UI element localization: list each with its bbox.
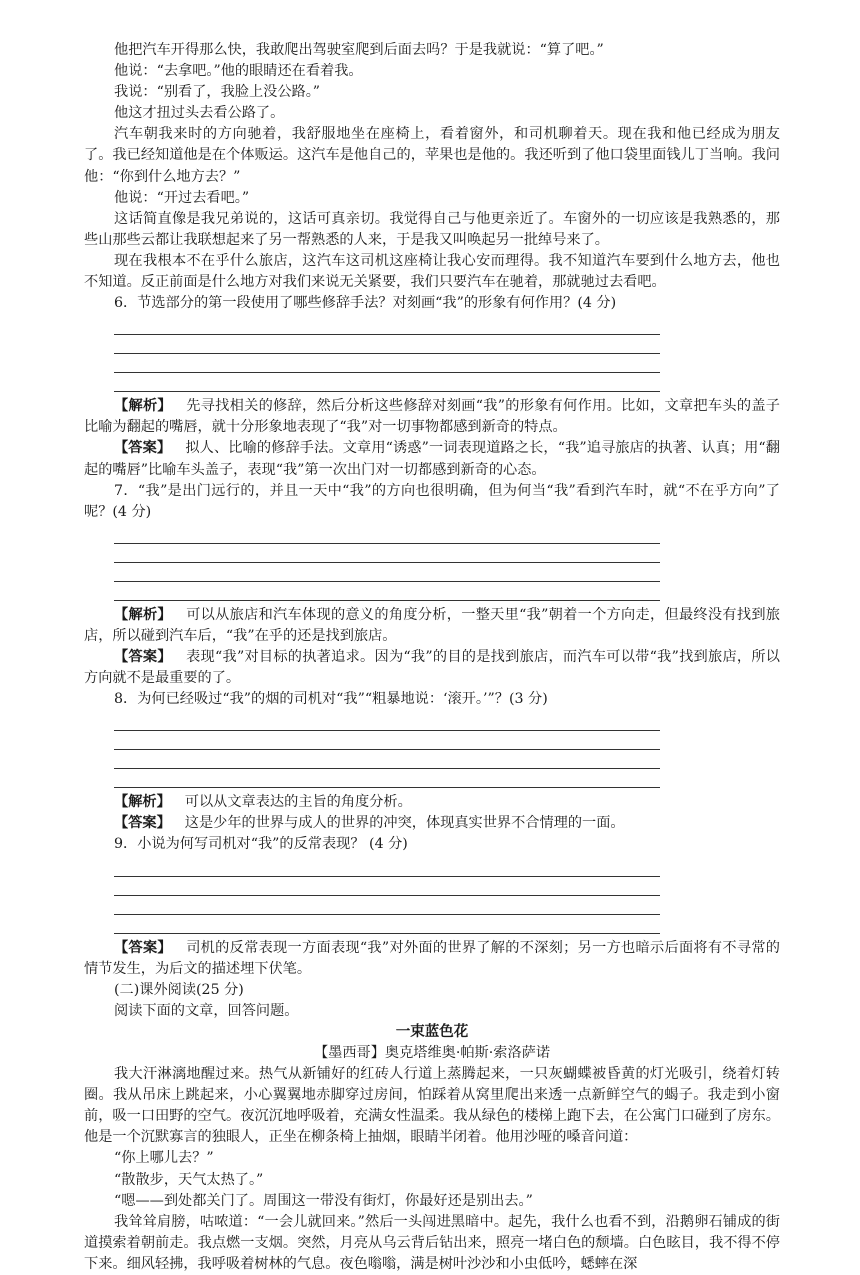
passage1-paragraph: 他这才扭过头去看公路了。 [114,105,285,122]
article-author: 【墨西哥】奥克塔维奥·帕斯·索洛萨诺 [313,1045,551,1061]
passage2-paragraph: 我大汗淋漓地醒过来。热气从新铺好的红砖人行道上蒸腾起来，一只灰蝴蝶被昏黄的灯光吸引，绕着灯转圈。我从吊床上跳起来，小心翼翼地赤脚穿过房间，怕踩着从窝里爬出来透一点新鲜空气的蝎子。我走到小窗前，吸一口田野的空气。夜沉沉地呼吸着，充满女性温柔。我从绿色的楼梯上跑下去，在公寓门口碰到了房东。他是一个沉默寡言的独眼人，正坐在柳条椅上抽烟，眼睛半闭着。他用沙哑的嗓音问道： [84,1066,780,1146]
answer-line [114,525,660,544]
passage1-paragraph: 他把汽车开得那么快，我敢爬出驾驶室爬到后面去吗？于是我就说：“算了吧。” [114,42,604,58]
answer-block [84,813,780,834]
answer-line [114,582,660,601]
answer-line [114,877,660,896]
question-7: 7．“我”是出门远行的，并且一天中“我”的方向也很明确，但为何当“我”看到汽车时，就“不在乎方向”了呢？(4 分) [84,482,780,520]
passage1-paragraph: 他说：“去拿吧。”他的眼睛还在看着我。 [114,63,363,80]
question-9: 9．小说为何写司机对“我”的反常表现？ (4 分) [114,836,408,853]
answer-line [114,769,660,788]
answer-lines [84,525,780,601]
answer-lines [84,858,780,934]
analysis-block [84,792,780,813]
answer-label: 【答案】 [114,815,171,832]
answer-lines [84,316,780,392]
analysis-block [84,605,780,647]
answer-block [84,938,780,980]
answer-text: 这是少年的世界与成人的世界的冲突，体现真实世界不合情理的一面。 [184,815,625,832]
answer-line [114,563,660,582]
answer-label: 【答案】 [114,939,172,956]
answer-line [114,373,660,392]
answer-line [114,354,660,373]
analysis-text: 先寻找相关的修辞，然后分析这些修辞对刻画“我”的形象有何作用。比如，文章把车头的盖子比喻为翻起的嘴唇，就十分形象地表现了“我”对一切事物都感到新奇的特点。 [84,398,780,436]
analysis-label: 【解析】 [114,794,171,811]
article-title: 一束蓝色花 [395,1023,469,1040]
passage1-paragraph: 汽车朝我来时的方向驰着，我舒服地坐在座椅上，看着窗外，和司机聊着天。现在我和他已经成为朋友了。我已经知道他是在个体贩运。这汽车是他自己的，苹果也是他的。我还听到了他口袋里面钱儿丁当响。我问他：“你到什么地方去？” [84,126,780,185]
passage2-paragraph: “嗯——到处都关门了。周围这一带没有街灯，你最好还是别出去。” [114,1192,533,1209]
section-heading: (二)课外阅读(25 分) [114,981,244,998]
passage1-paragraph: 现在我根本不在乎什么旅店，这汽车这司机这座椅让我心安而理得。我不知道汽车要到什么地方去，他也不知道。反正前面是什么地方对我们来说无关紧要，我们只要汽车在驰着，那就驰过去看吧。 [84,252,780,291]
question-6: 6．节选部分的第一段使用了哪些修辞手法？对刻画“我”的形象有何作用？(4 分) [114,295,617,312]
passage2-paragraph: 我耸耸肩膀，咕哝道：“一会儿就回来。”然后一头闯进黑暗中。起先，我什么也看不到，沿鹅卵石铺成的街道摸索着朝前走。我点燃一支烟。突然，月亮从乌云背后钻出来，照亮一堵白色的颓墙。白色眩目，我不得不停下来。细风轻拂，我呼吸着树林的气息。夜色嗡嗡，满是树叶沙沙和小虫低吟，蟋蟀在深 [84,1213,780,1272]
analysis-label: 【解析】 [114,606,172,623]
answer-text: 拟人、比喻的修辞手法。文章用“诱惑”一词表现道路之长，“我”追寻旅店的执著、认真；用“翻起的嘴唇”比喻车头盖子，表现“我”第一次出门对一切都感到新奇的心态。 [84,440,780,478]
answer-line [114,335,660,354]
answer-text: 司机的反常表现一方面表现“我”对外面的世界了解的不深刻；另一方也暗示后面将有不寻常的情节发生，为后文的描述埋下伏笔。 [84,939,780,977]
answer-line [114,915,660,934]
passage1-paragraph: 我说：“别看了，我脸上没公路。” [114,84,321,101]
answer-line [114,858,660,877]
answer-line [114,750,660,769]
passage1-paragraph: 这话简直像是我兄弟说的，这话可真亲切。我觉得自己与他更亲近了。车窗外的一切应该是我熟悉的，那些山那些云都让我联想起来了另一帮熟悉的人来，于是我又叫唤起另一批绰号来了。 [84,210,780,248]
answer-lines [84,712,780,788]
answer-label: 【答案】 [114,440,172,457]
question-8: 8．为何已经吸过“我”的烟的司机对“我”“粗暴地说：‘滚开。’”？(3 分) [114,691,548,708]
passage2-paragraph: “你上哪儿去？” [114,1150,214,1167]
answer-text: 表现“我”对目标的执著追求。因为“我”的目的是找到旅店，而汽车可以带“我”找到旅店，所以方向就不是最重要的了。 [84,648,780,687]
answer-block [84,438,780,480]
analysis-text: 可以从文章表达的主旨的角度分析。 [184,794,412,811]
analysis-label: 【解析】 [114,398,172,415]
answer-line [114,731,660,750]
answer-line [114,316,660,335]
passage1-paragraph: 他说：“开过去看吧。” [114,189,250,206]
passage2-paragraph: “散散步，天气太热了。” [114,1171,264,1188]
answer-block [84,647,780,689]
answer-label: 【答案】 [114,648,172,665]
answer-line [114,712,660,731]
section-instruction: 阅读下面的文章，回答问题。 [114,1002,299,1019]
analysis-block [84,396,780,438]
answer-line [114,896,660,915]
analysis-text: 可以从旅店和汽车体现的意义的角度分析，一整天里“我”朝着一个方向走，但最终没有找到旅店，所以碰到汽车后，“我”在乎的还是找到旅店。 [84,606,780,644]
answer-line [114,544,660,563]
